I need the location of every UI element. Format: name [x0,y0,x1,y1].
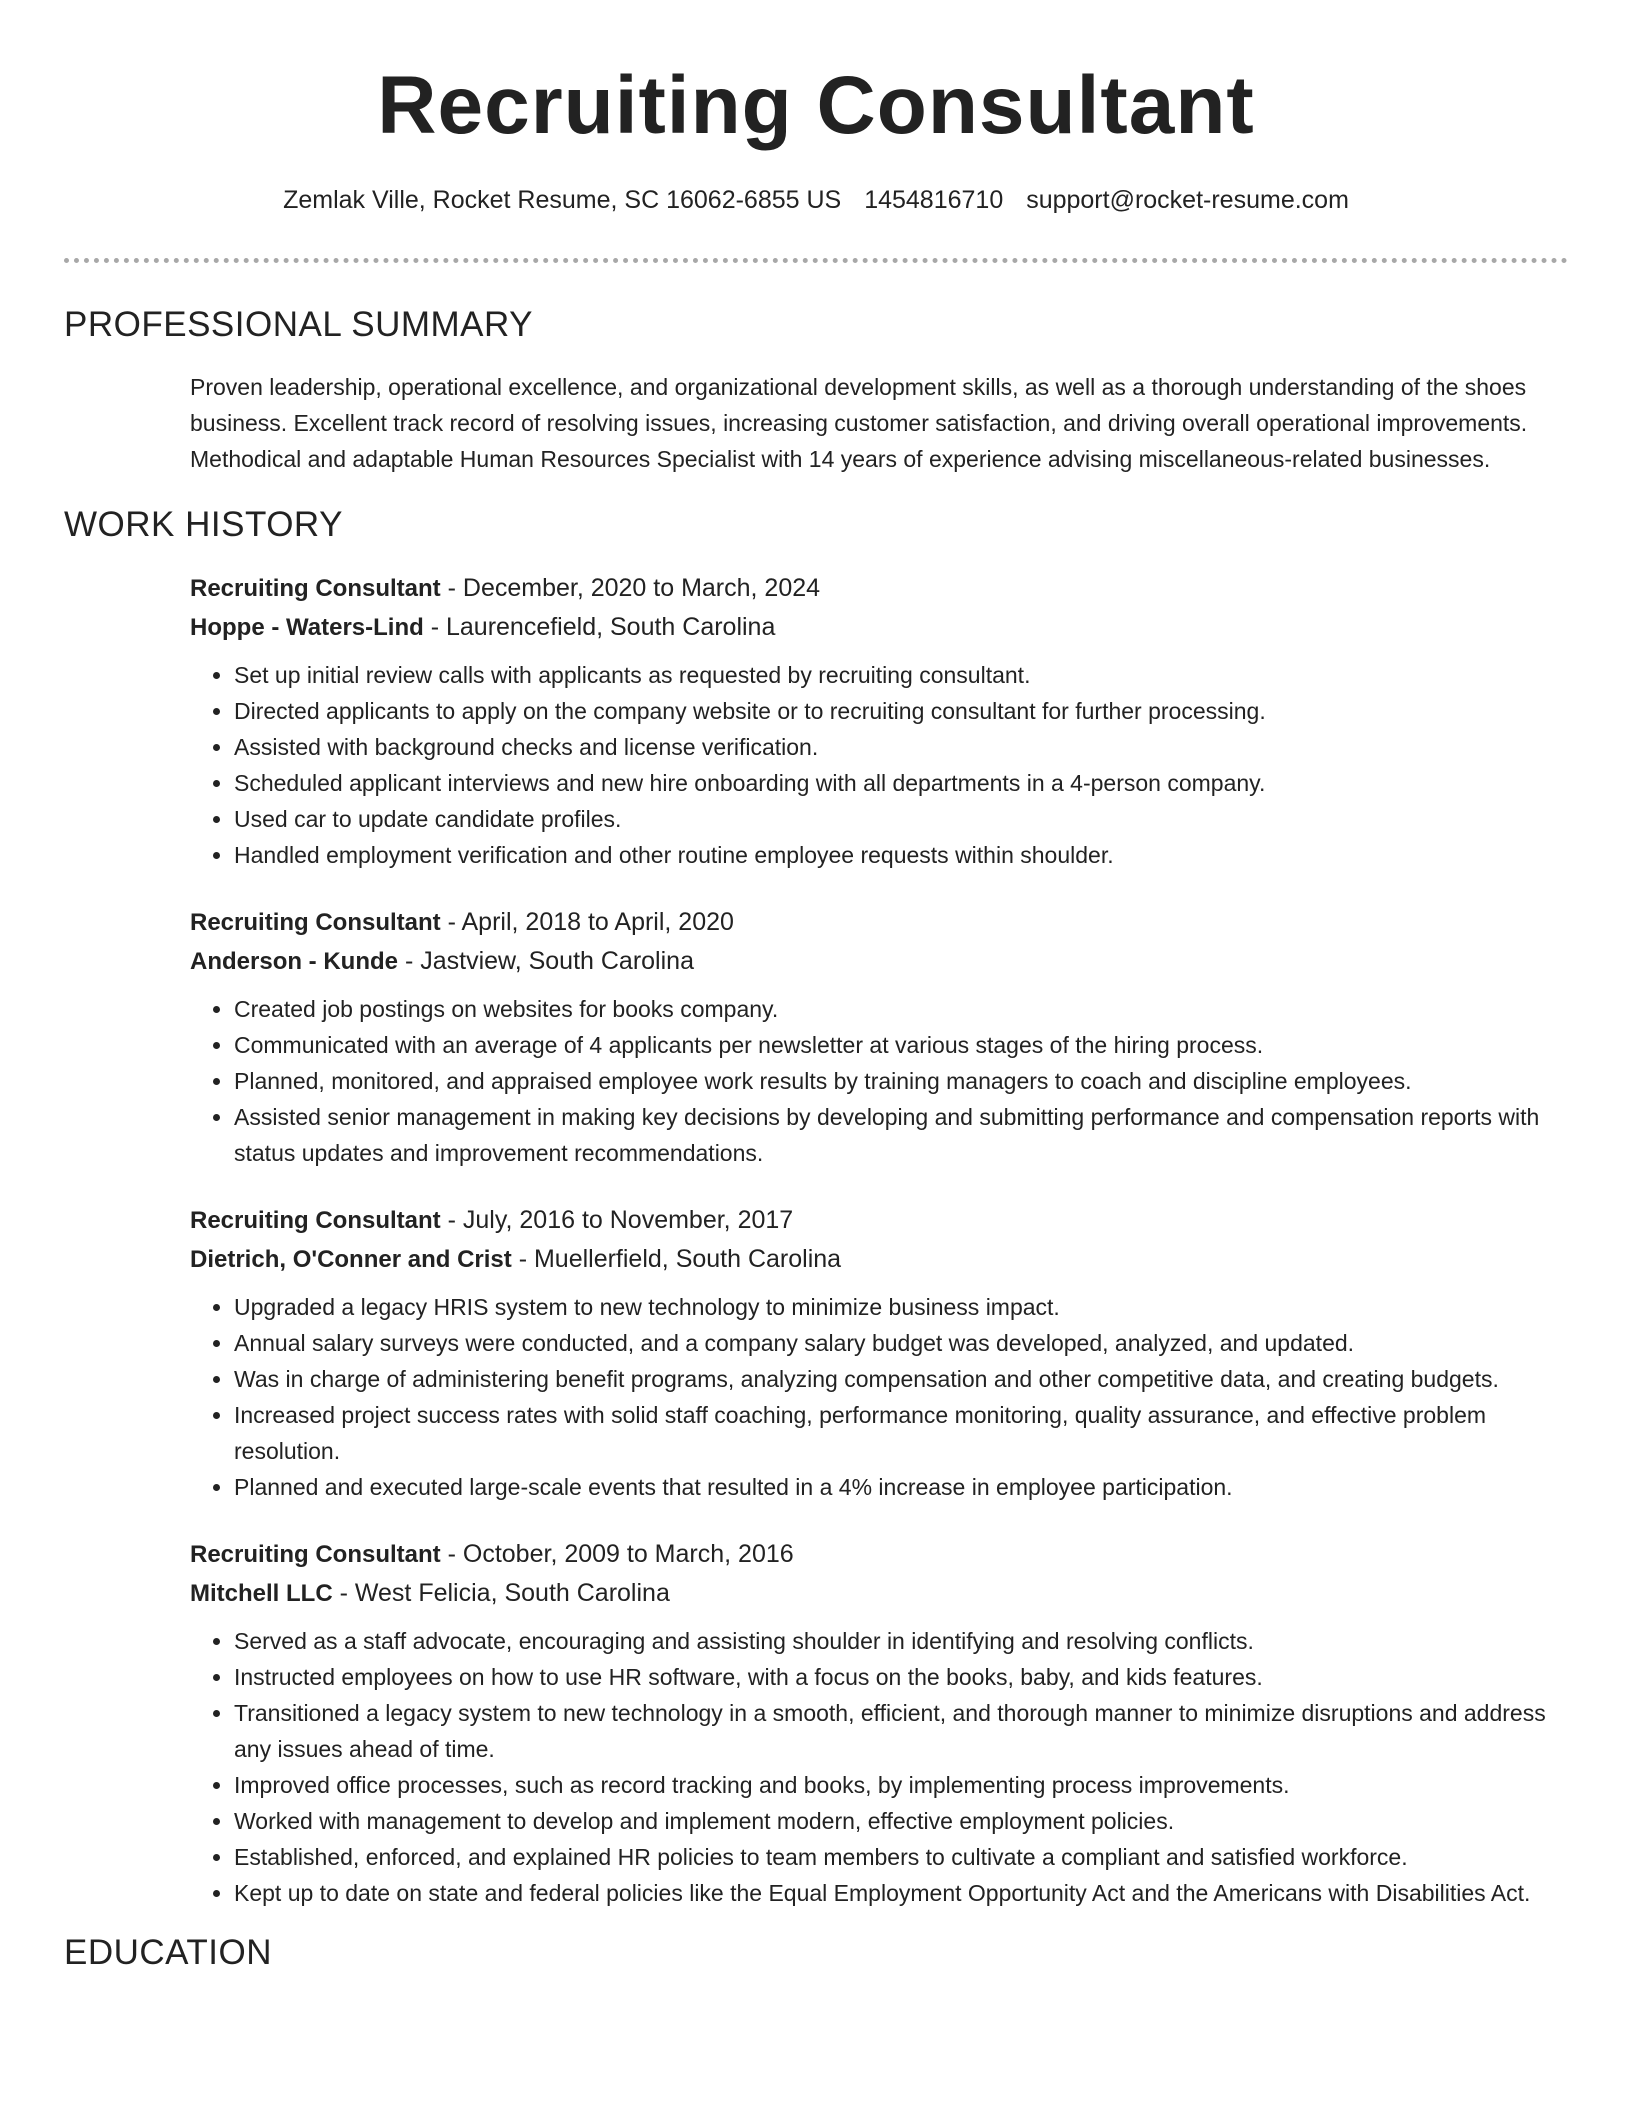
job-duties-list [190,657,1568,873]
contact-phone: 1454816710 [864,186,1004,214]
job-duty-item: • Planned and executed large-scale events that resulted in a 4% increase in employee participation. [234,1469,1568,1505]
job-title-line [190,1201,1568,1240]
job-duty-item: • Handled employment verification and other routine employee requests within shoulder. [234,837,1568,873]
job-location: - Jastview, South Carolina [398,947,694,975]
job-company-line [190,1574,1568,1613]
job-company-line [190,942,1568,981]
job-duty-item: • Improved office processes, such as record tracking and books, by implementing process improvements. [234,1767,1568,1803]
job-title-line [190,903,1568,942]
job-duty-item: • Was in charge of administering benefit programs, analyzing compensation and other competitive data, and creating budgets. [234,1361,1568,1397]
job-duty-item: • Annual salary surveys were conducted, and a company salary budget was developed, analyzed, and updated. [234,1325,1568,1361]
summary-text: Proven leadership, operational excellence, and organizational development skills, as well as a thorough understanding of the shoes business. Excellent track record of resolving issues, increasing customer satisfaction, and driving overall operational improvements. Methodical and adaptable Human Resources Specialist with 14 years of experience advising miscellaneous-related businesses. [190,374,1528,472]
job-company: Dietrich, O'Conner and Crist [190,1246,512,1273]
job-role: Recruiting Consultant [190,1541,441,1568]
job-duty-item: • Set up initial review calls with applicants as requested by recruiting consultant. [234,657,1568,693]
job-dates: - October, 2009 to March, 2016 [440,1540,794,1568]
job-entry [64,569,1568,873]
job-duties-list [190,1289,1568,1505]
job-dates: - April, 2018 to April, 2020 [440,908,734,936]
contact-address: Zemlak Ville, Rocket Resume, SC 16062-6855 US [283,186,842,214]
job-title-line [190,569,1568,608]
job-duty-item: • Served as a staff advocate, encouraging and assisting shoulder in identifying and resolving conflicts. [234,1623,1568,1659]
work-history-heading: WORK HISTORY [64,505,343,544]
job-duty-item: • Kept up to date on state and federal policies like the Equal Employment Opportunity Act and the Americans with Disabilities Act. [234,1875,1568,1911]
job-duty-item: • Worked with management to develop and implement modern, effective employment policies. [234,1803,1568,1839]
summary-heading: PROFESSIONAL SUMMARY [64,305,533,344]
work-history-list [64,569,1568,1911]
job-duty-item: • Scheduled applicant interviews and new hire onboarding with all departments in a 4-person company. [234,765,1568,801]
job-entry [64,1201,1568,1505]
education-heading: EDUCATION [64,1933,273,1972]
job-duty-item: • Used car to update candidate profiles. [234,801,1568,837]
job-role: Recruiting Consultant [190,909,441,936]
job-title-line [190,1535,1568,1574]
resume-name: Recruiting Consultant [377,60,1255,151]
job-location: - Muellerfield, South Carolina [511,1245,842,1273]
job-duty-item: • Increased project success rates with solid staff coaching, performance monitoring, quality assurance, and effective problem resolution. [234,1397,1568,1469]
job-duty-item: • Assisted senior management in making key decisions by developing and submitting performance and compensation reports with status updates and improvement recommendations. [234,1099,1568,1171]
job-duty-item: • Instructed employees on how to use HR software, with a focus on the books, baby, and kids features. [234,1659,1568,1695]
job-company-line [190,608,1568,647]
job-company: Mitchell LLC [190,1580,333,1607]
job-dates: - December, 2020 to March, 2024 [440,574,821,602]
job-entry [64,1535,1568,1911]
job-duty-item: • Created job postings on websites for books company. [234,991,1568,1027]
job-duty-item: • Upgraded a legacy HRIS system to new technology to minimize business impact. [234,1289,1568,1325]
contact-line [64,184,1568,216]
job-entry [64,903,1568,1171]
job-dates: - July, 2016 to November, 2017 [440,1206,794,1234]
job-duty-item: • Assisted with background checks and license verification. [234,729,1568,765]
job-role: Recruiting Consultant [190,1207,441,1234]
job-duty-item: • Planned, monitored, and appraised employee work results by training managers to coach and discipline employees. [234,1063,1568,1099]
job-company: Hoppe - Waters-Lind [190,614,424,641]
job-role: Recruiting Consultant [190,575,441,602]
job-company-line [190,1240,1568,1279]
job-duties-list [190,991,1568,1171]
job-location: - Laurencefield, South Carolina [423,613,776,641]
job-location: - West Felicia, South Carolina [332,1579,670,1607]
header-divider [64,258,1568,263]
job-duty-item: • Established, enforced, and explained HR policies to team members to cultivate a compliant and satisfied workforce. [234,1839,1568,1875]
job-company: Anderson - Kunde [190,948,398,975]
job-duty-item: • Directed applicants to apply on the company website or to recruiting consultant for further processing. [234,693,1568,729]
job-duties-list [190,1623,1568,1911]
job-duty-item: • Communicated with an average of 4 applicants per newsletter at various stages of the hiring process. [234,1027,1568,1063]
job-duty-item: • Transitioned a legacy system to new technology in a smooth, efficient, and thorough manner to minimize disruptions and address any issues ahead of time. [234,1695,1568,1767]
contact-email: support@rocket-resume.com [1026,186,1349,214]
